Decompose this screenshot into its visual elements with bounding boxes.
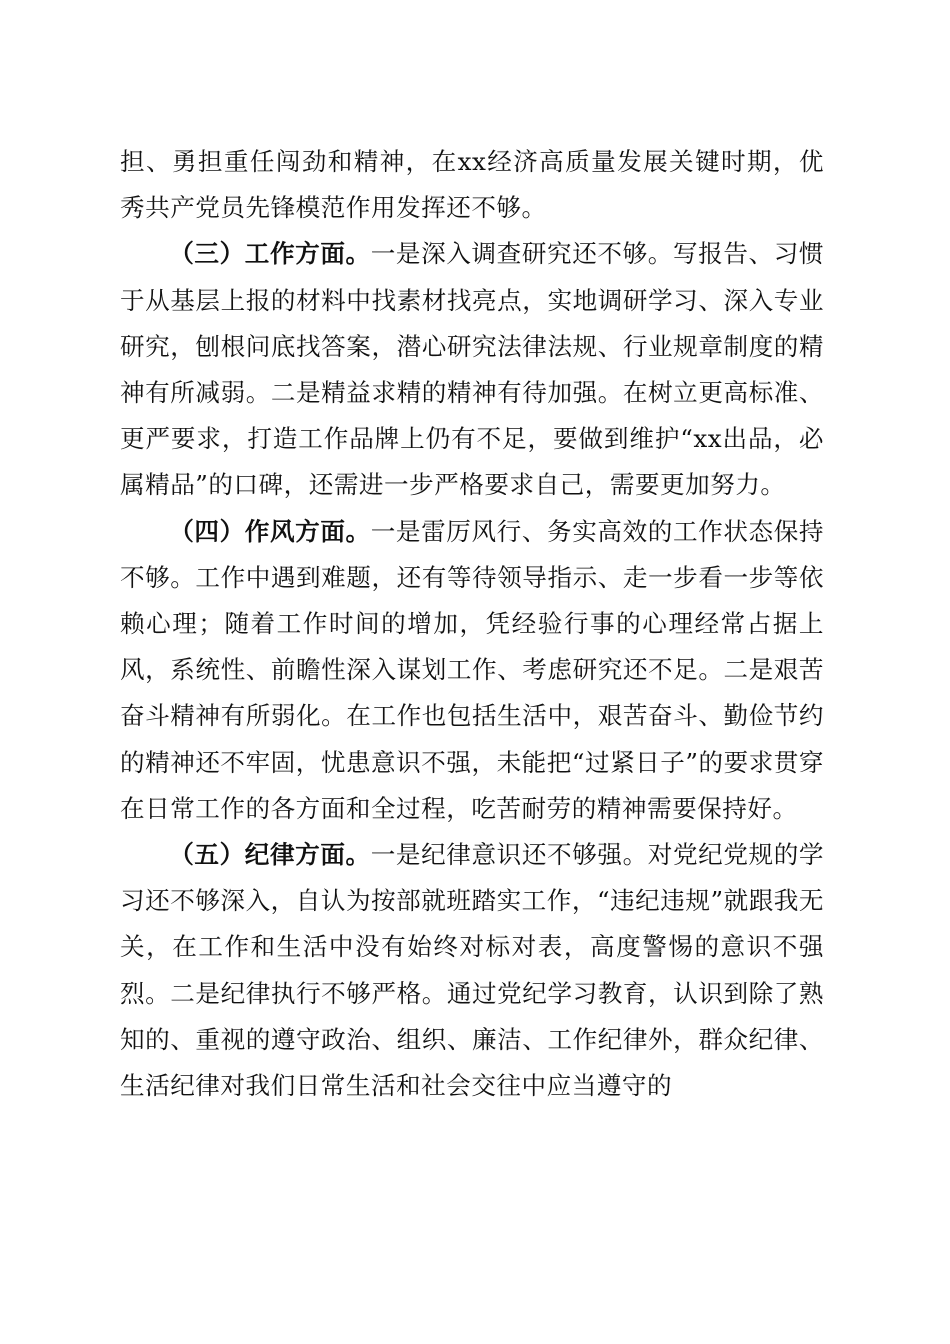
paragraph-text: 一是纪律意识还不够强。对党纪党规的学习还不够深入，自认为按部就班踏实工作，“违纪违规”就跟我无关，在工作和生活中没有始终对标对表，高度警惕的意识不强烈。二是纪律执行不够严格。通过党纪学习教育，认识到除了熟知的、重视的遵守政治、组织、廉洁、工作纪律外，群众纪律、生活纪律对我们日常生活和社会交往中应当遵守的 bbox=[120, 840, 824, 1101]
section-heading-work: （三）工作方面。 bbox=[169, 239, 371, 269]
section-heading-discipline: （五）纪律方面。 bbox=[169, 840, 371, 870]
paragraph-text: 担、勇担重任闯劲和精神，在xx经济高质量发展关键时期，优秀共产党员先锋模范作用发挥还不够。 bbox=[120, 147, 824, 223]
section-heading-style: （四）作风方面。 bbox=[169, 516, 371, 546]
paragraph-text: 一是深入调查研究还不够。写报告、习惯于从基层上报的材料中找素材找亮点，实地调研学习、深入专业研究，刨根问底找答案，潜心研究法律法规、行业规章制度的精神有所减弱。二是精益求精的精神有待加强。在树立更高标准、更严要求，打造工作品牌上仍有不足，要做到维护“xx出品，必属精品”的口碑，还需进一步严格要求自己，需要更加努力。 bbox=[120, 239, 824, 500]
paragraph-discipline bbox=[120, 832, 824, 1109]
paragraph-style bbox=[120, 509, 824, 832]
paragraph-continuation bbox=[120, 139, 824, 231]
document-body bbox=[120, 139, 824, 1109]
paragraph-text: 一是雷厉风行、务实高效的工作状态保持不够。工作中遇到难题，还有等待领导指示、走一步看一步等依赖心理；随着工作时间的增加，凭经验行事的心理经常占据上风，系统性、前瞻性深入谋划工作、考虑研究还不足。二是艰苦奋斗精神有所弱化。在工作也包括生活中，艰苦奋斗、勤俭节约的精神还不牢固，忧患意识不强，未能把“过紧日子”的要求贯穿在日常工作的各方面和全过程，吃苦耐劳的精神需要保持好。 bbox=[120, 516, 824, 823]
paragraph-work bbox=[120, 231, 824, 508]
